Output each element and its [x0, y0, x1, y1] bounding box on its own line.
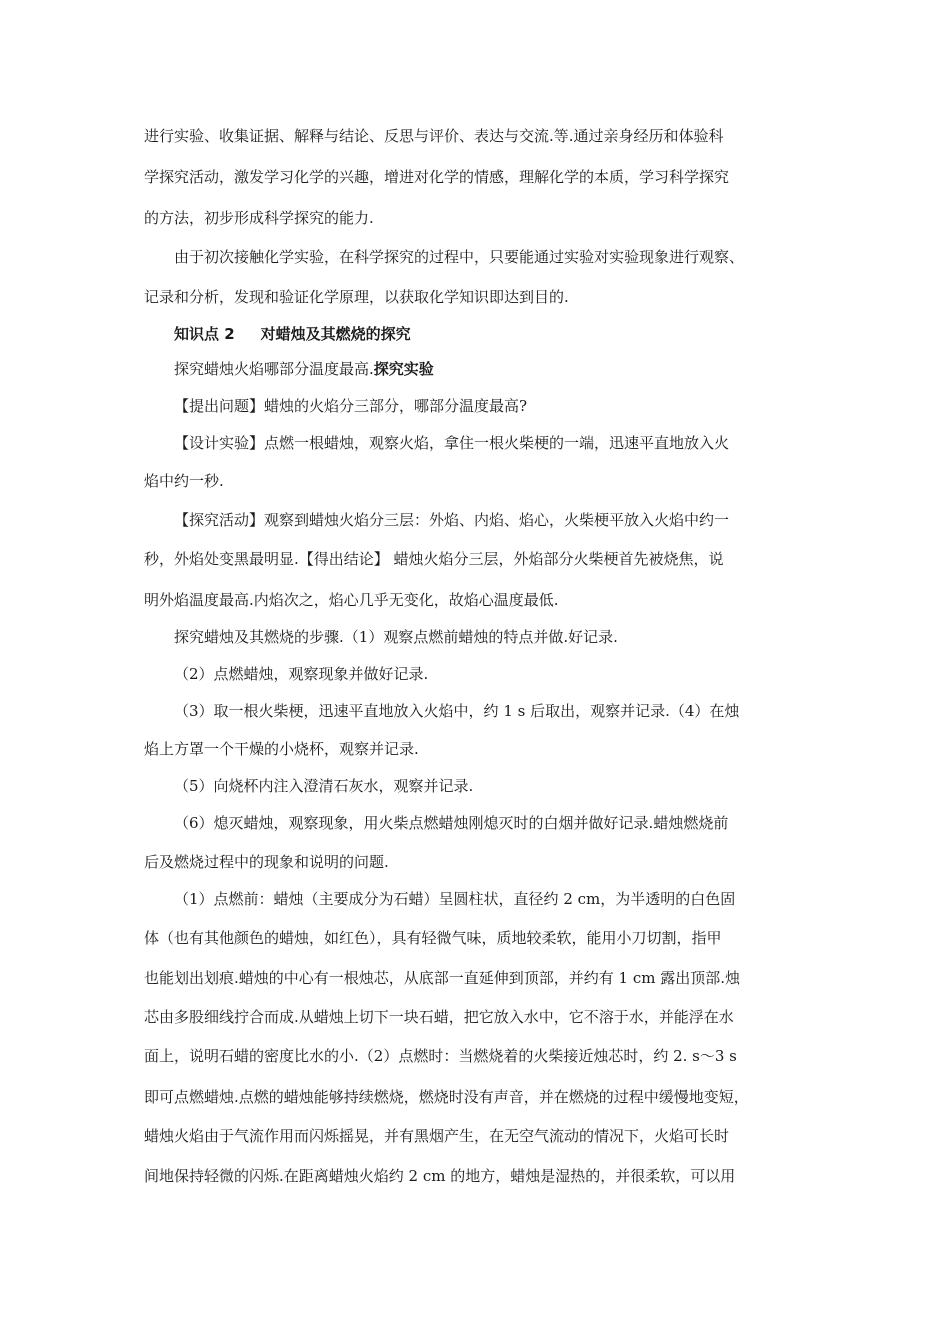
text-line: 面上，说明石蜡的密度比水的小.（2）点燃时：当燃烧着的火柴接近烛芯时，约 2. s～3 s	[144, 1047, 737, 1065]
text-line: 焰上方罩一个干燥的小烧杯，观察并记录.	[144, 740, 419, 758]
text-line: 【探究活动】观察到蜡烛火焰分三层：外焰、内焰、焰心，火柴梗平放入火焰中约一	[174, 511, 730, 529]
text-line: 体（也有其他颜色的蜡烛，如红色），具有轻微气味，质地较柔软，能用小刀切割，指甲	[144, 929, 722, 947]
text-line: 秒，外焰处变黑最明显.【得出结论】 蜡烛火焰分三层，外焰部分火柴梗首先被烧焦，说	[144, 550, 724, 568]
text-line: 【提出问题】蜡烛的火焰分三部分，哪部分温度最高?	[174, 397, 528, 415]
text-line: 芯由多股细线拧合而成.从蜡烛上切下一块石蜡，把它放入水中，它不溶于水，并能浮在水	[144, 1008, 734, 1026]
text-line: 焰中约一秒.	[144, 472, 224, 490]
text-line: 即可点燃蜡烛.点燃的蜡烛能够持续燃烧，燃烧时没有声音，并在燃烧的过程中缓慢地变短，	[144, 1088, 749, 1106]
text-line: 间地保持轻微的闪烁.在距离蜡烛火焰约 2 cm 的地方，蜡烛是湿热的，并很柔软，可以用	[144, 1167, 736, 1185]
text-line: 探究蜡烛及其燃烧的步骤.（1）观察点燃前蜡烛的特点并做.好记录.	[174, 628, 618, 646]
text-line: 【设计实验】点燃一根蜡烛，观察火焰，拿住一根火柴梗的一端，迅速平直地放入火	[174, 434, 730, 452]
heading-label: 知识点 2	[174, 325, 235, 343]
text-line: （6）熄灭蜡烛，观察现象，用火柴点燃蜡烛刚熄灭时的白烟并做好记录.蜡烛燃烧前	[174, 814, 729, 832]
text-line: 后及燃烧过程中的现象和说明的问题.	[144, 853, 389, 871]
text-line: （5）向烧杯内注入澄清石灰水，观察并记录.	[174, 777, 474, 795]
text-line: 由于初次接触化学实验，在科学探究的过程中，只要能通过实验对实验现象进行观察、	[174, 248, 745, 266]
heading-title: 对蜡烛及其燃烧的探究	[260, 325, 411, 343]
text-line: （2）点燃蜡烛，观察现象并做好记录.	[174, 665, 429, 683]
section-heading	[174, 324, 411, 344]
text-line: 明外焰温度最高.内焰次之，焰心几乎无变化，故焰心温度最低.	[144, 591, 559, 609]
inline-bold-label: 探究实验	[373, 360, 434, 378]
text-line: （3）取一根火柴梗，迅速平直地放入火焰中，约 1 s 后取出，观察并记录.（4）在烛	[174, 702, 740, 720]
text-line: 的方法，初步形成科学探究的能力.	[144, 209, 374, 227]
text-line: 学探究活动，激发学习化学的兴趣，增进对化学的情感，理解化学的本质，学习科学探究	[144, 168, 730, 186]
text-line: 探究蜡烛火焰哪部分温度最高.探究实验	[174, 360, 434, 378]
text-line: 也能划出划痕.蜡烛的中心有一根烛芯，从底部一直延伸到顶部，并约有 1 cm 露出顶部.烛	[144, 969, 741, 987]
text-line: 记录和分析，发现和验证化学原理，以获取化学知识即达到目的.	[144, 288, 569, 306]
text-line: （1）点燃前：蜡烛（主要成分为石蜡）呈圆柱状，直径约 2 cm，为半透明的白色固	[174, 890, 736, 908]
text-line: 蜡烛火焰由于气流作用而闪烁摇晃，并有黑烟产生，在无空气流动的情况下，火焰可长时	[144, 1127, 730, 1145]
text-line: 进行实验、收集证据、解释与结论、反思与评价、表达与交流.等.通过亲身经历和体验科	[144, 127, 724, 145]
